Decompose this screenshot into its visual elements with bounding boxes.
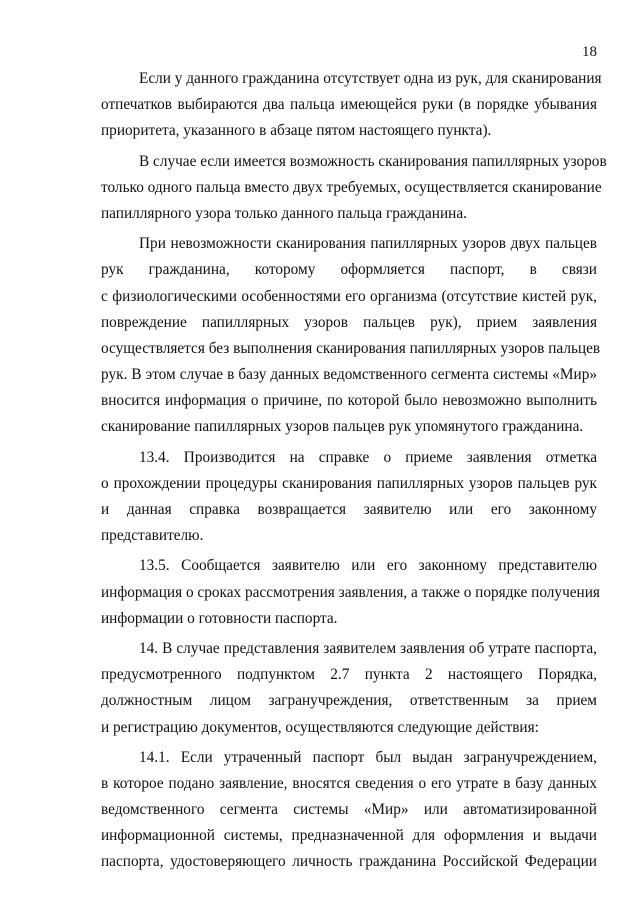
text-line: только одного пальца вместо двух требуемых, осуществляется сканирование xyxy=(101,178,602,196)
paragraph xyxy=(101,745,597,876)
text-line: отпечатков выбираются два пальца имеющейся руки (в порядке убывания xyxy=(101,96,597,114)
paragraph xyxy=(101,231,601,441)
text-line: о прохождении процедуры сканирования папиллярных узоров пальцев рук xyxy=(101,474,597,492)
text-line: и регистрацию документов, осуществляются следующие действия: xyxy=(101,718,539,736)
text-line: рук. В этом случае в базу данных ведомственного сегмента системы «Мир» xyxy=(101,366,597,384)
text-line: 13.5. Сообщается заявителю или его законному представителю xyxy=(139,557,597,575)
text-line: 14. В случае представления заявителем заявления об утрате паспорта, xyxy=(139,639,597,657)
text-line: повреждение папиллярных узоров пальцев рук), прием заявления xyxy=(101,313,597,331)
page-number: 18 xyxy=(582,44,597,60)
text-line: информационной системы, предназначенной для оформления и выдачи xyxy=(101,827,597,845)
text-line: паспорта, удостоверяющего личность гражданина Российской Федерации xyxy=(101,853,597,871)
paragraph xyxy=(101,66,602,145)
text-line: сканирование папиллярных узоров пальцев рук упомянутого гражданина. xyxy=(101,418,584,436)
text-line: приоритета, указанного в абзаце пятом настоящего пункта). xyxy=(101,122,492,140)
paragraph xyxy=(101,149,607,228)
text-line: ведомственного сегмента системы «Мир» или автоматизированной xyxy=(101,801,597,819)
paragraph xyxy=(101,553,600,632)
text-line: предусмотренного подпунктом 2.7 пункта 2 настоящего Порядка, xyxy=(101,666,597,684)
text-line: информации о готовности паспорта. xyxy=(101,609,338,627)
text-line: в которое подано заявление, вносятся сведения о его утрате в базу данных xyxy=(101,774,597,792)
text-line: 13.4. Производится на справке о приеме заявления отметка xyxy=(139,448,597,466)
text-line: и данная справка возвращается заявителю или его законному xyxy=(101,501,597,518)
text-line: информация о сроках рассмотрения заявления, а также о порядке получения xyxy=(101,583,600,601)
text-line: вносится информация о причине, по которой было невозможно выполнить xyxy=(101,392,597,410)
text-line: При невозможности сканирования папиллярных узоров двух пальцев xyxy=(139,235,597,253)
text-line: осуществляется без выполнения сканирования папиллярных узоров пальцев xyxy=(101,339,601,357)
paragraph xyxy=(101,445,597,550)
paragraph xyxy=(101,636,597,741)
text-line: папиллярного узора только данного пальца гражданина. xyxy=(101,204,467,222)
document-body xyxy=(101,66,607,880)
text-line: должностным лицом загранучреждения, ответственным за прием xyxy=(101,692,597,710)
text-line: В случае если имеется возможность сканирования папиллярных узоров xyxy=(139,152,607,170)
text-line: Если у данного гражданина отсутствует одна из рук, для сканирования xyxy=(139,70,602,87)
text-line: 14.1. Если утраченный паспорт был выдан загранучреждением, xyxy=(139,748,597,766)
text-line: рук гражданина, которому оформляется паспорт, в связи xyxy=(101,261,597,279)
text-line: с физиологическими особенностями его организма (отсутствие кистей рук, xyxy=(101,287,597,305)
text-line: представителю. xyxy=(101,527,204,545)
